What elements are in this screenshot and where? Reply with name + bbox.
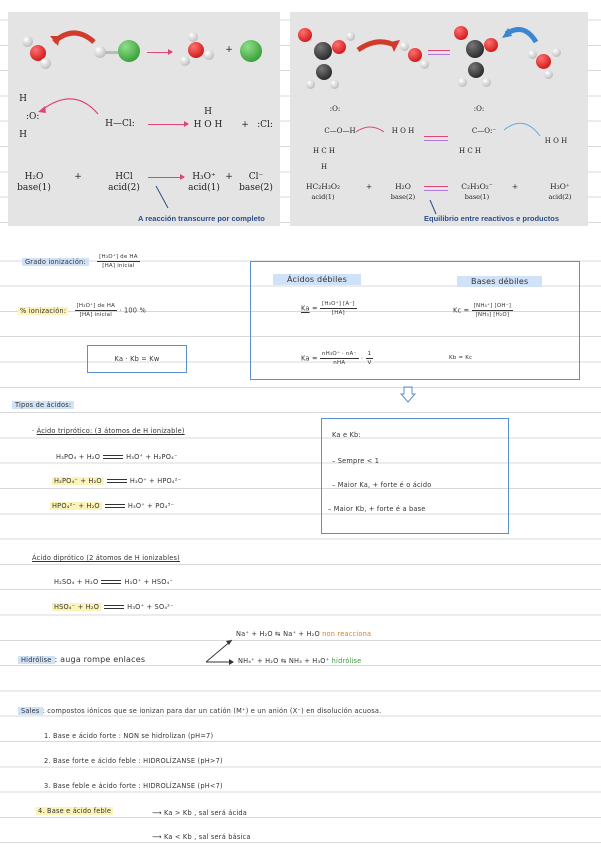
sales-item-1: 1. Base e ácido forte : NON se hidrolizan (pH=7) <box>44 732 214 740</box>
hydrogen-atom <box>40 58 51 69</box>
triprotico-heading: · Ácido triprótico: (3 átomos de H ionizable) <box>32 427 185 435</box>
branch-arrows-icon <box>204 636 236 668</box>
di-eq-1: H₂SO₄ + H₂O H₃O⁺ + HSO₄⁻ <box>54 578 174 586</box>
reaction-arrow <box>147 52 172 53</box>
sales-definition: Sales : compostos iónicos que se ionizan para dar un catión (M⁺) e un anión (X⁻) en disolución acuosa. <box>18 707 381 715</box>
caption-complete: A reacción transcurre por completo <box>138 214 265 223</box>
blue-curved-arrow-icon <box>502 22 542 48</box>
porcentaxe-ionizacion: % ionización: $\frac{\text{[H₃O⁺] de HA}}{\text{[HA] inicial}}$ · 100 % <box>20 303 146 318</box>
figure-panel-equilibrium: :O: C—O—H H C H H H O H :O: C—O:⁻ H C H H O H HC₂H₃O₂ + H₂O C₂H₃O₂⁻ + H₃O⁺ acid(1) base(2) base(1) acid(2) Equilibrio entre reactivos e productos <box>290 12 588 226</box>
caption-equilibrium: Equilibrio entre reactivos e productos <box>424 214 560 223</box>
curved-arrow-icon <box>48 24 98 50</box>
tri-eq-3: HPO₄²⁻ + H₂O H₃O⁺ + PO₄³⁻ <box>52 502 175 510</box>
figure-panel-complete-reaction: + H :O: H H—Cl: H H O H + :Cl: H₂O + HCl H₃O⁺ + Cl⁻ base(1) acid(2) acid(1) base(2) A reacción transcurre por completo <box>8 12 280 226</box>
ka-kb-rules-box: Ka e Kb: – Sempre < 1 – Maior Ka, + forte é o ácido – Maior Kb, + forte é a base <box>321 418 509 534</box>
hydrogen-atom <box>22 36 33 47</box>
tri-eq-2: H₂PO₄⁻ + H₂O H₃O⁺ + HPO₄²⁻ <box>54 477 182 485</box>
di-eq-2: HSO₄⁻ + H₂O H₃O⁺ + SO₄²⁻ <box>54 603 174 611</box>
tri-eq-1: H₃PO₄ + H₂O H₃O⁺ + H₂PO₄⁻ <box>56 453 178 461</box>
oxygen-atom <box>188 42 204 58</box>
sales-item-2: 2. Base forte e ácido feble : HIDROLÍZANSE (pH>7) <box>44 757 223 765</box>
tipos-acidos: Tipos de ácidos: <box>12 401 74 409</box>
electron-arrow-icon <box>34 92 104 122</box>
kakb-box: Ka · Kb = Kw <box>87 345 187 373</box>
carbon-atom <box>314 42 332 60</box>
weak-acids-bases-box: Ácidos débiles Bases débiles Ka = $\frac{\text{[H₃O⁺] [A⁻]}}{[HA]}$ Kc = $\frac{\text{[NH₄⁺] [OH⁻]}}{\text{[NH₃] [H₂O]}}$ Ka = $\frac{\text{nH₃O⁺ · nA⁻}}{\text{nHA}}$ · $\frac{1}{V}$ Kb = Kc <box>250 261 580 380</box>
grado-ionizacion: Grado ionización: $\frac{\text{[H₃O⁺] de HA}}{\text{[HA] inicial}}$ <box>22 253 140 270</box>
hidrolise: Hidrólise : auga rompe enlaces <box>18 655 145 664</box>
chlorine-atom <box>118 40 140 62</box>
curved-arrow-icon <box>354 34 404 58</box>
sales-item-4: 4. Base e ácido feble <box>38 807 112 815</box>
chlorine-ion <box>240 40 262 62</box>
sales-item-3: 3. Base feble e ácido forte : HIDROLÍZANSE (pH<7) <box>44 782 223 790</box>
down-arrow-icon <box>400 386 416 404</box>
diprotico-heading: Ácido diprótico (2 átomos de H ionizables) <box>32 554 180 562</box>
